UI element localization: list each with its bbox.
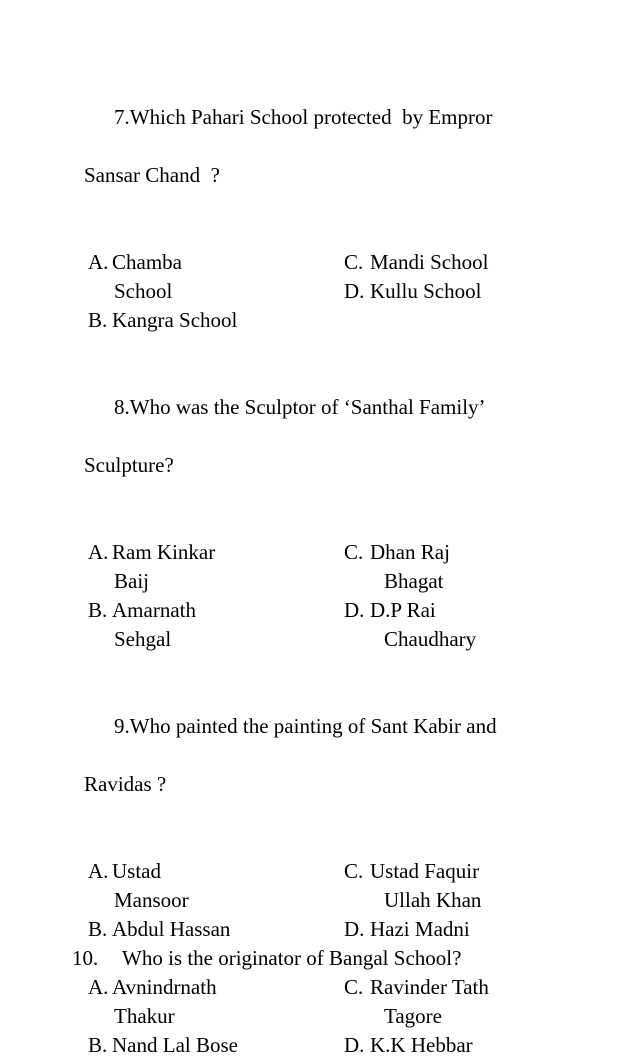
question-text-8-line-2: Sculpture? — [84, 453, 174, 477]
option-9-a-text-wrap: Mansoor — [114, 888, 189, 912]
option-10-d[interactable] — [344, 1031, 572, 1060]
options-row-8-ac — [72, 538, 572, 654]
option-10-d-text: K.K Hebbar — [370, 1033, 473, 1057]
question-stem-9 — [72, 683, 572, 857]
options-column-right-8 — [336, 538, 572, 654]
question-sheet — [72, 74, 572, 1060]
option-8-a-label: A. — [88, 540, 109, 564]
option-9-d-label: D. — [344, 917, 365, 941]
question-number-10: 10. — [72, 946, 99, 970]
question-stem-10 — [72, 944, 572, 973]
option-7-a-text: Chamba School — [112, 248, 336, 306]
options-row-7-ac — [72, 248, 572, 335]
option-9-c[interactable] — [344, 857, 572, 915]
option-7-b[interactable] — [88, 306, 336, 335]
options-8 — [72, 538, 572, 654]
options-column-left-8 — [72, 538, 336, 654]
option-7-a-text-wrap: School — [114, 279, 173, 303]
option-8-c-label: C. — [344, 540, 364, 564]
option-8-c[interactable] — [344, 538, 572, 596]
option-10-a-text: Avnindrnath Thakur — [112, 973, 336, 1031]
option-8-b-text: Amarnath Sehgal — [112, 596, 336, 654]
options-10 — [72, 973, 572, 1060]
option-7-d[interactable] — [344, 277, 572, 306]
option-9-a-label: A. — [88, 859, 109, 883]
option-8-a-text-wrap: Baij — [114, 569, 149, 593]
option-9-d-text: Hazi Madni — [370, 917, 470, 941]
option-7-b-label: B. — [88, 308, 108, 332]
option-7-a-label: A. — [88, 250, 109, 274]
option-10-a-text-wrap: Thakur — [114, 1004, 175, 1028]
option-9-a-text: Ustad Mansoor — [112, 857, 336, 915]
option-9-d[interactable] — [344, 915, 572, 944]
option-8-d-text: D.P Rai Chaudhary — [370, 596, 572, 654]
question-stem-8 — [72, 364, 572, 538]
question-number-7: 7. — [114, 105, 130, 129]
option-8-c-text-wrap: Bhagat — [384, 569, 444, 593]
option-8-a[interactable] — [88, 538, 336, 596]
option-9-b-label: B. — [88, 917, 108, 941]
option-8-d-text-wrap: Chaudhary — [384, 627, 477, 651]
question-text-7-line-2: Sansar Chand ? — [84, 163, 220, 187]
option-8-c-text: Dhan Raj Bhagat — [370, 538, 572, 596]
option-9-c-text-wrap: Ullah Khan — [384, 888, 482, 912]
option-10-c[interactable] — [344, 973, 572, 1031]
options-row-10-ac — [72, 973, 572, 1060]
option-10-b-text: Nand Lal Bose — [112, 1033, 238, 1057]
option-7-c-text: Mandi School — [370, 250, 489, 274]
option-8-b-text-wrap: Sehgal — [114, 627, 172, 651]
option-10-c-text: Ravinder Tath Tagore — [370, 973, 572, 1031]
option-9-c-label: C. — [344, 859, 364, 883]
question-number-8: 8. — [114, 395, 130, 419]
option-7-d-label: D. — [344, 279, 365, 303]
option-8-d-label: D. — [344, 598, 365, 622]
options-7 — [72, 248, 572, 335]
option-10-b-label: B. — [88, 1033, 108, 1057]
options-column-left-9 — [72, 857, 336, 944]
option-10-c-text-wrap: Tagore — [384, 1004, 442, 1028]
option-7-c-label: C. — [344, 250, 364, 274]
option-8-a-text: Ram Kinkar Baij — [112, 538, 336, 596]
options-column-left-7 — [72, 248, 336, 335]
option-7-b-text: Kangra School — [112, 308, 238, 332]
option-10-a-label: A. — [88, 975, 109, 999]
question-text-9-line-2: Ravidas ? — [84, 772, 167, 796]
option-9-a[interactable] — [88, 857, 336, 915]
option-8-d[interactable] — [344, 596, 572, 654]
question-text-7-line-1: Which Pahari School protected by Empror — [129, 105, 493, 129]
option-7-a[interactable] — [88, 248, 336, 306]
question-block-7 — [72, 74, 572, 335]
question-text-9-line-1: Who painted the painting of Sant Kabir and — [129, 714, 497, 738]
options-column-right-7 — [336, 248, 572, 306]
option-7-d-text: Kullu School — [370, 279, 482, 303]
question-number-9: 9. — [114, 714, 130, 738]
option-10-b[interactable] — [88, 1031, 336, 1060]
option-10-d-label: D. — [344, 1033, 365, 1057]
option-8-b-label: B. — [88, 598, 108, 622]
option-9-c-text: Ustad Faquir Ullah Khan — [370, 857, 572, 915]
question-block-8 — [72, 364, 572, 654]
question-text-8-line-1: Who was the Sculptor of ‘Santhal Family’ — [129, 395, 486, 419]
options-column-right-9 — [336, 857, 572, 944]
options-column-left-10 — [72, 973, 336, 1060]
options-column-right-10 — [336, 973, 572, 1060]
option-8-b[interactable] — [88, 596, 336, 654]
options-9 — [72, 857, 572, 944]
question-block-9 — [72, 683, 572, 944]
question-block-10 — [72, 944, 572, 1060]
option-9-b-text: Abdul Hassan — [112, 917, 231, 941]
option-9-b[interactable] — [88, 915, 336, 944]
question-text-10-line-1: Who is the originator of Bangal School? — [122, 946, 462, 970]
option-10-c-label: C. — [344, 975, 364, 999]
options-row-9-ac — [72, 857, 572, 944]
question-stem-7 — [72, 74, 572, 248]
option-7-c[interactable] — [344, 248, 572, 277]
option-10-a[interactable] — [88, 973, 336, 1031]
